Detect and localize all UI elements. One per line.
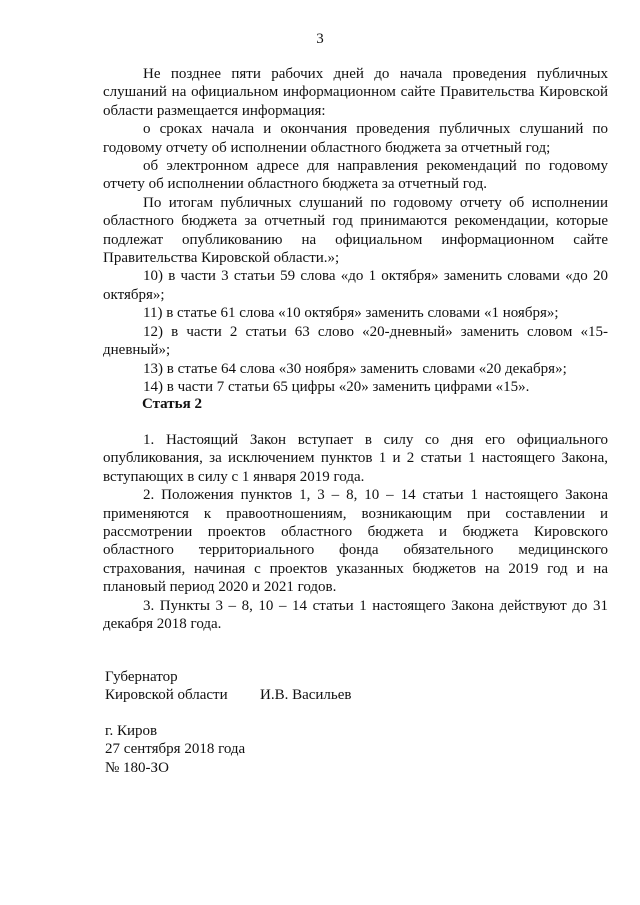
article-heading: Статья 2 bbox=[142, 396, 202, 412]
paragraph: 1. Настоящий Закон вступает в силу со дня его официального опубликования, за исключением пунктов 1 и 2 статьи 1 настоящего Закона, вступающих в силу с 1 января 2019 года. bbox=[103, 432, 608, 485]
paragraph: Не позднее пяти рабочих дней до начала проведения публичных слушаний на официальном информационном сайте Правительства Кировской области размещается информация: bbox=[103, 66, 608, 119]
law-number: № 180-ЗО bbox=[105, 759, 169, 776]
signature-block bbox=[105, 668, 352, 705]
paragraph: 14) в части 7 статьи 65 цифры «20» заменить цифрами «15». bbox=[143, 378, 530, 395]
paragraph: 3. Пункты 3 – 8, 10 – 14 статьи 1 настоящего Закона действуют до 31 декабря 2018 года. bbox=[103, 597, 608, 633]
paragraph: 12) в части 2 статьи 63 слово «20-дневный» заменить словом «15-дневный»; bbox=[103, 323, 608, 359]
article1-continuation bbox=[103, 65, 608, 396]
paragraph: 10) в части 3 статьи 59 слова «до 1 октября» заменить словами «до 20 октября»; bbox=[103, 268, 608, 303]
place-date-block bbox=[105, 722, 245, 777]
paragraph: о сроках начала и окончания проведения публичных слушаний по годовому отчету об исполнении областного бюджета за отчетный год; bbox=[103, 121, 608, 156]
paragraph: 2. Положения пунктов 1, 3 – 8, 10 – 14 статьи 1 настоящего Закона применяются к правоотношениям, возникающим при составлении и рассмотрении проектов областного бюджета и бюджета Кировского областного территориального фонда обязательного медицинского страхования, начиная с проектов указанных бюджетов на 2019 год и на плановый период 2020 и 2021 годов. bbox=[103, 487, 608, 596]
signatory-name: И.В. Васильев bbox=[260, 687, 352, 704]
city: г. Киров bbox=[105, 723, 158, 739]
signatory-title: Губернатор bbox=[105, 669, 178, 685]
paragraph: 11) в статье 61 слова «10 октября» заменить словами «1 ноября»; bbox=[143, 305, 559, 322]
paragraph: По итогам публичных слушаний по годовому отчету об исполнении областного бюджета за отчетный год принимаются рекомендации, которые подлежат опубликованию на официальном информационном сайте Правительства Кировской области.»; bbox=[103, 194, 608, 267]
paragraph: 13) в статье 64 слова «30 ноября» заменить словами «20 декабря»; bbox=[143, 360, 567, 377]
article2-body bbox=[103, 431, 608, 633]
signatory-row bbox=[105, 686, 352, 704]
date: 27 сентября 2018 года bbox=[105, 741, 246, 758]
signatory-region: Кировской области bbox=[105, 687, 228, 704]
paragraph: об электронном адресе для направления рекомендаций по годовому отчету об исполнении областного бюджета за отчетный год. bbox=[103, 158, 608, 193]
page-number: 3 bbox=[316, 31, 324, 47]
